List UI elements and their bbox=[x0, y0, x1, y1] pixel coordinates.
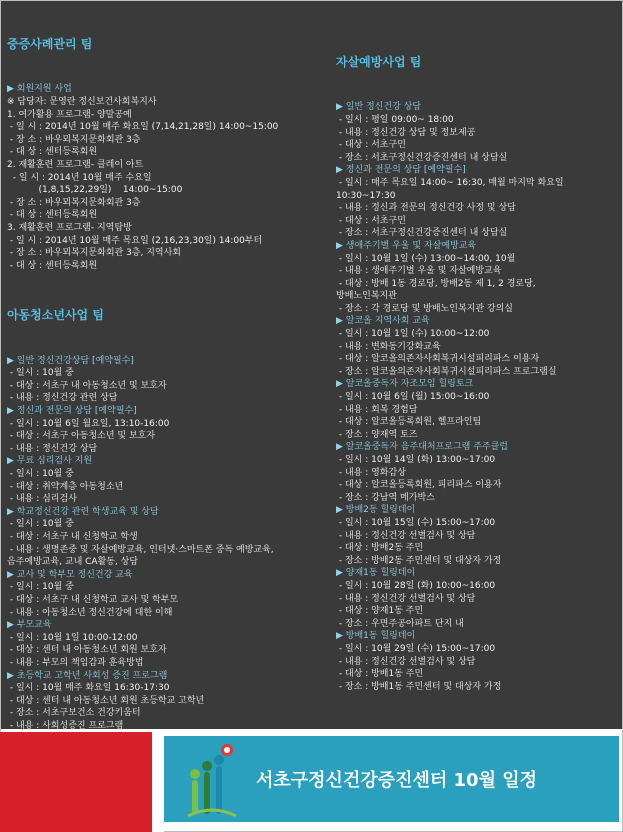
program-detail: - 내용 : 심리검사 bbox=[7, 494, 77, 505]
program-heading: ▶ 정신과 전문의 상담 [예약필수] bbox=[336, 165, 466, 176]
program-detail: - 일시 : 10월 6일 (월) 15:00~16:00 bbox=[336, 392, 490, 403]
program-detail: (1,8,15,22,29일) 14:00~15:00 bbox=[7, 185, 183, 196]
program-detail: - 내용 : 아동청소년 정신건강에 대한 이해 bbox=[7, 607, 173, 618]
child-youth-list bbox=[7, 355, 317, 733]
program-detail: - 대 상 : 센터등록회원 bbox=[7, 147, 98, 158]
program-heading: ▶ 방배1동 힐링데이 bbox=[336, 631, 416, 642]
program-detail: - 대상 : 방배 1동 경로당, 방배2동 제 1, 2 경로당, bbox=[336, 278, 536, 289]
program-heading: ▶ 회원지원 사업 bbox=[7, 84, 72, 95]
left-column bbox=[7, 11, 317, 758]
program-heading: ▶ 생애주기별 우울 및 자살예방교육 bbox=[336, 240, 477, 251]
program-detail: ※ 담당자: 문영란 정신보건사회복지사 bbox=[7, 96, 157, 107]
program-detail: - 장소 : 각 경로당 및 방배노인복지관 강의실 bbox=[336, 303, 513, 314]
program-detail: - 대상 : 서초구 내 아동청소년 및 보호자 bbox=[7, 380, 167, 391]
program-heading: ▶ 알코올중독자 자조모임 힐링토크 bbox=[336, 379, 474, 390]
program-detail: 1. 여가활용 프로그램- 양말공예 bbox=[7, 109, 132, 120]
program-detail: - 일시 : 평일 09:00~ 18:00 bbox=[336, 114, 454, 125]
program-detail: - 대상 : 서초구 내 신청학교 학생 bbox=[7, 531, 138, 542]
program-detail: - 장소 : 알코올의존자사회복귀시설피리파스 프로그램실 bbox=[336, 366, 557, 377]
program-detail: - 장소 : 양재역 토즈 bbox=[336, 429, 418, 440]
program-detail: - 장소 : 서초구정신건강증진센터 내 상담실 bbox=[336, 228, 508, 239]
program-heading: ▶ 양재1동 힐링데이 bbox=[336, 568, 416, 579]
program-detail: - 내용 : 정신과 전문의 정신건강 사정 및 상담 bbox=[336, 203, 516, 214]
program-detail: 3. 재활훈련 프로그램- 지역탐방 bbox=[7, 222, 132, 233]
red-footer-block bbox=[0, 732, 152, 832]
program-detail: - 내용 : 부모의 책임감과 훈육방법 bbox=[7, 657, 144, 668]
right-column bbox=[336, 29, 618, 718]
program-detail: - 장소 : 강남역 메가박스 bbox=[336, 492, 435, 503]
program-heading: ▶ 초등학교 고학년 사회성 증진 프로그램 bbox=[7, 670, 168, 681]
program-detail: - 내용 : 정신건강 상담 bbox=[7, 443, 98, 454]
program-detail: - 일 시 : 2014년 10월 매주 수요일 bbox=[7, 172, 152, 183]
program-detail: - 대상 : 센터 내 아동청소년 회원 보호자 bbox=[7, 645, 167, 656]
program-detail: - 장소 : 서초구정신건강증진센터 내 상담실 bbox=[336, 152, 508, 163]
program-detail: - 일시 : 10월 15일 (수) 15:00~17:00 bbox=[336, 517, 496, 528]
program-detail: - 내용 : 정신건강 선별검사 및 상담 bbox=[336, 530, 476, 541]
program-heading: ▶ 방배2동 힐링데이 bbox=[336, 505, 416, 516]
program-detail: - 내용 : 생명존중 및 자살예방교육, 인터넷·스마트폰 중독 예방교육, bbox=[7, 544, 274, 555]
program-detail: 방배노인복지관 bbox=[336, 291, 397, 302]
program-heading: ▶ 학교정신건강 관련 학생교육 및 상담 bbox=[7, 506, 159, 517]
program-detail: 10:30~17:30 bbox=[336, 190, 396, 201]
program-detail: - 일시 : 10월 중 bbox=[7, 368, 74, 379]
program-detail: - 일시 : 10월 14일 (화) 13:00~17:00 bbox=[336, 455, 496, 465]
program-detail: - 대상 : 취약계층 아동청소년 bbox=[7, 481, 124, 492]
program-detail: - 일시 : 10월 1일 (수) 10:00~12:00 bbox=[336, 329, 490, 340]
program-detail: - 내용 : 사회성증진 프로그램 bbox=[7, 720, 124, 731]
program-detail: - 내용 : 영화감상 bbox=[336, 467, 406, 478]
program-heading: ▶ 일반 정신건강 상담 bbox=[336, 102, 422, 113]
program-detail: 2. 재활훈련 프로그램- 클레이 아트 bbox=[7, 159, 144, 170]
program-heading: ▶ 정신과 전문의 상담 [예약필수] bbox=[7, 406, 137, 417]
program-detail: - 대 상 : 센터등록회원 bbox=[7, 260, 98, 271]
team-heading-child-youth: 아동청소년사업 팀 bbox=[7, 308, 104, 323]
program-detail: - 장소 : 방배1동 주민센터 및 대상자 가정 bbox=[336, 681, 502, 692]
schedule-panel bbox=[1, 1, 622, 729]
program-detail: - 일시 : 10월 6일 월요일, 13:10-16:00 bbox=[7, 418, 170, 429]
suicide-prevention-list bbox=[336, 101, 618, 693]
program-detail: - 대 상 : 센터등록회원 bbox=[7, 210, 98, 221]
program-detail: - 장 소 : 바우뫼복지문화회관 3층, 지역사회 bbox=[7, 248, 181, 259]
title-banner bbox=[164, 736, 619, 822]
program-detail: - 대상 : 서초구 내 신청학교 교사 및 학부모 bbox=[7, 594, 179, 605]
program-detail: - 내용 : 생애주기별 우울 및 자살예방교육 bbox=[336, 266, 502, 277]
program-detail: - 대상 : 서초구민 bbox=[336, 140, 406, 151]
program-detail: - 대상 : 알코올등록회원, 피리파스 이용자 bbox=[336, 480, 502, 491]
program-detail: - 일시 : 10월 29일 (수) 15:00~17:00 bbox=[336, 643, 496, 654]
program-heading: ▶ 교사 및 학부모 정신건강 교육 bbox=[7, 569, 133, 580]
program-detail: - 장소 : 서초구보건소 건강키움터 bbox=[7, 708, 141, 719]
program-detail: - 장소 : 우면주공아파트 단지 내 bbox=[336, 618, 464, 629]
team-heading-severe-case: 중증사례관리 팀 bbox=[7, 37, 93, 52]
program-detail: - 내용 : 변화동기강화교육 bbox=[336, 341, 441, 352]
program-detail: - 일시 : 10월 매주 화요일 16:30-17:30 bbox=[7, 683, 170, 694]
program-heading: ▶ 무료 심리검사 지원 bbox=[7, 456, 93, 467]
program-detail: - 일 시 : 2014년 10월 매주 목요일 (2,16,23,30일) 14:00부터 bbox=[7, 235, 263, 246]
program-heading: ▶ 부모교육 bbox=[7, 620, 52, 631]
program-detail: 음주예방교육, 교내 CA활동, 상담 bbox=[7, 557, 139, 568]
program-detail: - 대상 : 양재1동 주민 bbox=[336, 606, 424, 617]
program-detail: - 내용 : 정신건강 선별검사 및 상담 bbox=[336, 593, 476, 604]
program-detail: - 장소 : 방배2동 주민센터 및 대상자 가정 bbox=[336, 555, 502, 566]
program-detail: - 대상 : 센터 내 아동청소년 회원 초등학교 고학년 bbox=[7, 695, 205, 706]
program-detail: - 장 소 : 바우뫼복지문화회관 3층 bbox=[7, 134, 141, 145]
program-detail: - 대상 : 서초구 아동청소년 및 보호자 bbox=[7, 431, 156, 442]
program-detail: - 대상 : 알코올의존자사회복귀시설피리파스 이용자 bbox=[336, 354, 540, 365]
program-detail: - 내용 : 정신건강 상담 및 정보제공 bbox=[336, 127, 476, 138]
program-detail: - 일시 : 10월 1일 10:00-12:00 bbox=[7, 632, 138, 643]
program-heading: ▶ 일반 정신건강상담 [예약필수] bbox=[7, 355, 134, 366]
program-detail: - 대상 : 방배2동 주민 bbox=[336, 543, 424, 554]
program-detail: - 일시 : 10월 1일 (수) 13:00~14:00, 10월 bbox=[336, 253, 516, 264]
program-detail: - 대상 : 방배1동 주민 bbox=[336, 669, 424, 680]
program-detail: - 일시 : 10월 중 bbox=[7, 469, 74, 479]
severe-case-list bbox=[7, 83, 317, 272]
footer-divider bbox=[152, 732, 164, 832]
program-detail: - 대상 : 서초구민 bbox=[336, 215, 406, 226]
program-detail: - 일 시 : 2014년 10월 매주 화요일 (7,14,21,28일) 14:00~15:00 bbox=[7, 122, 279, 133]
program-heading: ▶ 알코올 지역사회 교육 bbox=[336, 316, 430, 327]
program-detail: - 일시 : 매주 목요일 14:00~ 16:30, 매월 마지막 화요일 bbox=[336, 177, 564, 188]
program-detail: - 장 소 : 바우뫼복지문화회관 3층 bbox=[7, 197, 141, 208]
program-detail: - 일시 : 10월 28일 (화) 10:00~16:00 bbox=[336, 580, 496, 591]
program-detail: - 내용 : 정신건강 관련 상담 bbox=[7, 393, 118, 404]
team-heading-suicide-prevention: 자살예방사업 팀 bbox=[336, 55, 422, 70]
banner-title: 서초구정신건강증진센터 10월 일정 bbox=[256, 770, 538, 791]
program-detail: - 일시 : 10월 중 bbox=[7, 582, 74, 593]
program-heading: ▶ 알코올중독자 음주대처프로그램 주주클럽 bbox=[336, 442, 508, 453]
program-detail: - 대상 : 알코올등록회원, 헬프라인팀 bbox=[336, 417, 482, 428]
program-detail: - 내용 : 정신건강 선별검사 및 상담 bbox=[336, 656, 476, 667]
program-detail: - 일시 : 10월 중 bbox=[7, 519, 74, 530]
program-detail: - 내용 : 회복 경험담 bbox=[336, 404, 418, 415]
people-tree-logo-icon bbox=[182, 742, 242, 818]
